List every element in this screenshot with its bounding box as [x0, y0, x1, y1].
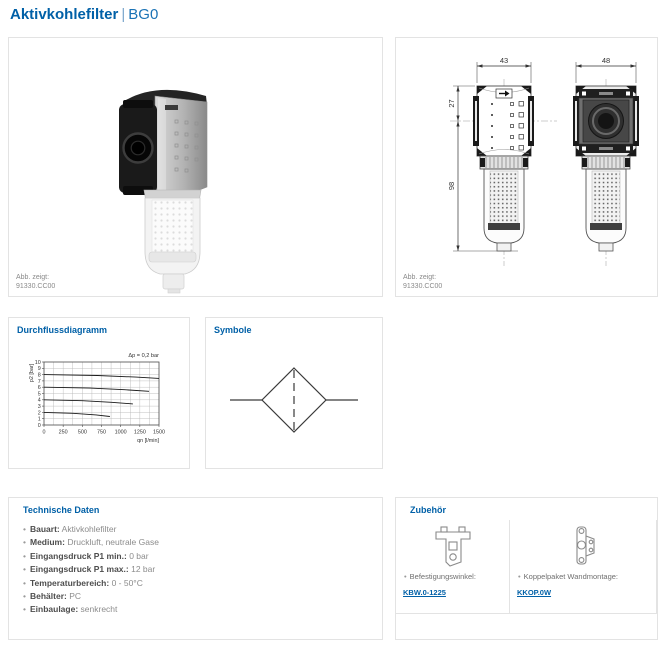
technical-drawing	[396, 38, 657, 296]
flow-diagram-title: Durchflussdiagramm	[17, 325, 108, 335]
svg-text:p2 [bar]: p2 [bar]	[29, 363, 35, 383]
tech-label: Temperaturbereich:	[29, 577, 110, 588]
tech-label: Medium:	[29, 537, 65, 548]
svg-text:7: 7	[37, 378, 41, 385]
tech-value: 0 - 50°C	[111, 577, 143, 588]
product-photo-panel	[8, 37, 383, 297]
page-title-sub: BG0	[128, 6, 159, 23]
bullet-icon: •	[404, 572, 407, 581]
tech-label: Bauart:	[29, 524, 60, 534]
wall-mount-link[interactable]: KKOP.0W	[517, 588, 552, 597]
technical-data-title: Technische Daten	[23, 505, 100, 515]
accessories-title: Zubehör	[410, 505, 446, 515]
svg-text:1: 1	[37, 416, 41, 423]
photo-caption-line2: 91330.CC00	[16, 283, 56, 290]
bullet-icon: •	[23, 550, 26, 561]
dim-side-width: 48	[601, 56, 611, 65]
bracket-label: Befestigungswinkel:	[409, 572, 476, 581]
tech-item-bauart	[23, 523, 159, 536]
svg-text:10: 10	[34, 359, 41, 366]
page-title-main: Aktivkohlefilter	[10, 6, 119, 23]
bullet-icon: •	[23, 591, 26, 602]
svg-text:6: 6	[37, 385, 41, 392]
drawing-caption	[403, 273, 442, 291]
svg-text:1250: 1250	[133, 429, 146, 436]
svg-text:250: 250	[58, 429, 68, 436]
wall-mount-label-row	[510, 572, 656, 582]
photo-caption	[16, 273, 55, 291]
bullet-icon: •	[518, 572, 521, 581]
tech-item-medium	[23, 536, 159, 549]
flow-chart-svg	[11, 342, 189, 466]
flow-diagram-panel	[8, 317, 190, 469]
accessories-panel	[395, 497, 658, 640]
tech-value: 12 bar	[131, 564, 156, 575]
filter-symbol-icon	[206, 318, 382, 468]
tech-label: Eingangsdruck P1 min.:	[29, 550, 127, 561]
tech-item-druck-max	[23, 563, 159, 576]
svg-text:Δp = 0,2 bar: Δp = 0,2 bar	[128, 353, 159, 359]
tech-value: PC	[69, 591, 82, 602]
symbols-panel	[205, 317, 383, 469]
svg-text:qn [l/min]: qn [l/min]	[137, 438, 159, 444]
bullet-icon: •	[23, 564, 26, 575]
tech-item-druck-min	[23, 550, 159, 563]
tech-item-behaelter	[23, 590, 159, 603]
svg-text:5: 5	[37, 391, 41, 398]
tech-value: senkrecht	[80, 604, 118, 615]
svg-text:3: 3	[37, 404, 41, 410]
svg-text:9: 9	[37, 366, 41, 373]
bracket-link[interactable]: KBW.0-1225	[403, 588, 446, 597]
technical-data-panel	[8, 497, 383, 640]
svg-text:750: 750	[97, 429, 106, 436]
accessories-row	[396, 520, 657, 614]
bullet-icon: •	[23, 577, 26, 588]
technical-data-list	[23, 523, 159, 617]
tech-item-einbaulage	[23, 603, 159, 616]
tech-item-temperatur	[23, 577, 159, 590]
svg-text:1500: 1500	[153, 429, 165, 436]
drawing-caption-line1: Abb. zeigt:	[403, 274, 437, 281]
product-photo	[9, 38, 382, 296]
page-title	[10, 6, 158, 23]
bracket-label-row	[396, 572, 509, 582]
dim-head-height: 27	[447, 99, 456, 108]
mounting-bracket-icon	[430, 524, 476, 570]
wall-mount-image-wrap	[510, 522, 656, 572]
svg-text:2: 2	[37, 410, 41, 417]
technical-drawing-panel	[395, 37, 658, 297]
page-title-separator: |	[121, 6, 126, 23]
svg-text:500: 500	[77, 429, 87, 436]
wall-mount-label: Koppelpaket Wandmontage:	[523, 572, 619, 581]
dim-front-width: 43	[499, 56, 509, 65]
accessory-item-bracket	[396, 520, 510, 614]
bullet-icon: •	[23, 537, 26, 548]
tech-value: 0 bar	[129, 550, 149, 561]
tech-label: Behälter:	[29, 591, 67, 602]
svg-text:1000: 1000	[114, 429, 127, 436]
dim-body-height: 98	[447, 181, 456, 191]
bullet-icon: •	[23, 524, 26, 534]
svg-text:4: 4	[37, 397, 41, 404]
accessory-item-wall-mount	[510, 520, 657, 614]
tech-value: Aktivkohlefilter	[61, 524, 117, 534]
drawing-caption-line2: 91330.CC00	[403, 283, 443, 290]
svg-text:0: 0	[37, 422, 41, 429]
bracket-image-wrap	[396, 522, 509, 572]
wall-mount-kit-icon	[560, 524, 606, 570]
photo-caption-line1: Abb. zeigt:	[16, 274, 50, 281]
bullet-icon: •	[23, 604, 26, 615]
tech-label: Einbaulage:	[29, 604, 79, 615]
svg-text:8: 8	[37, 372, 41, 379]
tech-value: Druckluft, neutrale Gase	[67, 537, 159, 548]
tech-label: Eingangsdruck P1 max.:	[29, 564, 129, 575]
symbols-title: Symbole	[214, 325, 252, 335]
svg-text:0: 0	[42, 429, 46, 436]
